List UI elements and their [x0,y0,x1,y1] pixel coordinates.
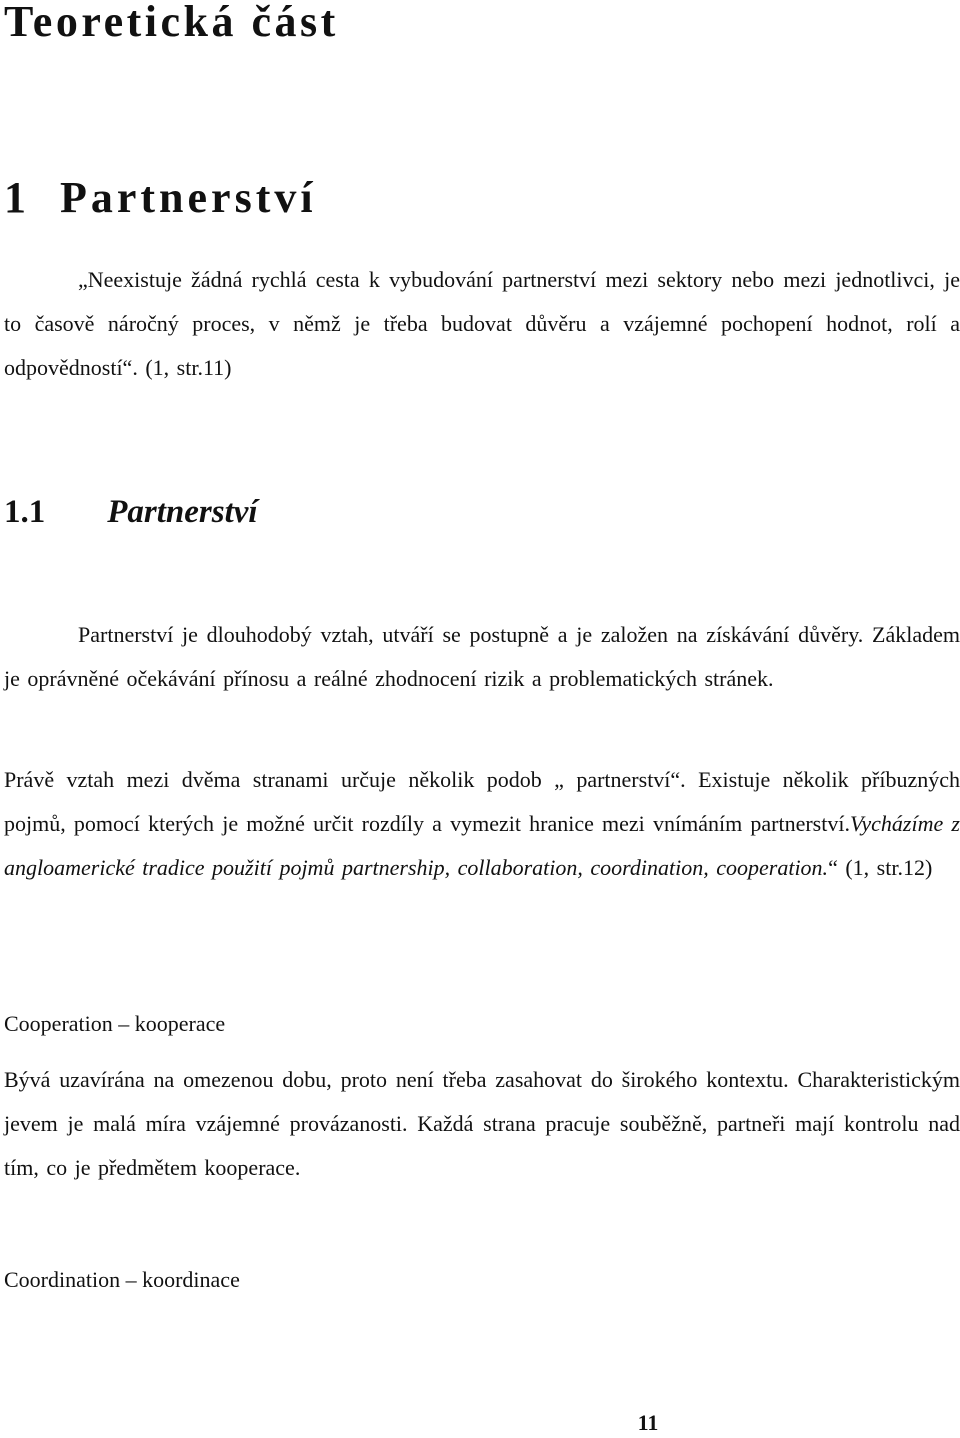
term-cooperation: Cooperation – kooperace [4,1011,226,1036]
paragraph-citation: (1, str.12) [837,855,933,880]
chapter-heading [4,168,960,228]
intro-quote [4,258,960,390]
paragraph-related-terms-text: Právě vztah mezi dvěma stranami určuje několik podob „ partnerství“. Existuje několik příbuzných pojmů, pomocí kterých je možné určit rozdíly a vymezit hranice mezi vnímáním partnerství. [4,767,960,836]
part-heading: Teoretická část [4,0,339,46]
intro-quote-citation: (1, str.11) [137,355,232,380]
paragraph-quote-close: “ [828,855,838,880]
paragraph-related-terms [4,758,960,890]
section-heading [4,488,960,536]
paragraph-definition-text: Partnerství je dlouhodobý vztah, utváří se postupně a je založen na získávání důvěry. Základem je oprávněné očekávání přínosu a reálné zhodnocení rizik a problematických stránek. [4,622,960,691]
section-title: Partnerství [107,494,258,530]
paragraph-cooperation: Bývá uzavírána na omezenou dobu, proto není třeba zasahovat do širokého kontextu. Charakteristickým jevem je malá míra vzájemné provázanosti. Každá strana pracuje souběžně, partneři mají kontrolu nad tím, co je předmětem kooperace. [4,1067,960,1180]
section-number: 1.1 [4,494,46,530]
chapter-title: Partnerství [60,173,317,222]
chapter-number: 1 [4,173,30,222]
intro-quote-text: „Neexistuje žádná rychlá cesta k vybudování partnerství mezi sektory nebo mezi jednotlivci, je to časově náročný proces, v němž je třeba budovat důvěru a vzájemné pochopení hodnot, rolí a odpovědností“. [4,267,960,380]
page-number: 11 [637,1410,659,1435]
paragraph-definition [4,613,960,701]
paragraph-italic-quote: Vycházíme z angloamerické tradice použití pojmů partnership, collaboration, coordination, cooperation. [4,811,960,880]
term-coordination: Coordination – koordinace [4,1267,240,1292]
